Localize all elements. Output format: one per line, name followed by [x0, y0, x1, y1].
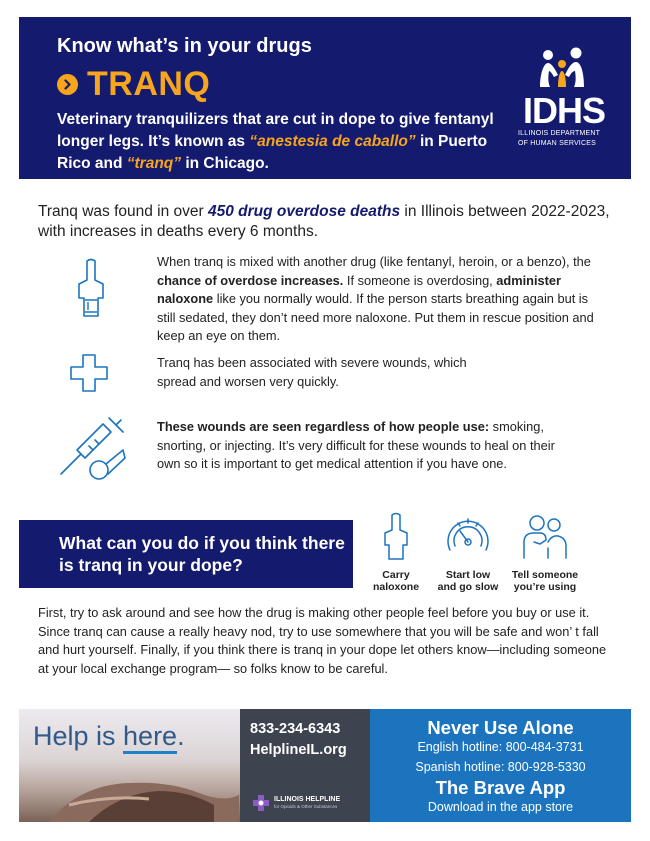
help-underlined: here — [123, 721, 177, 754]
intro-text — [38, 202, 618, 242]
text-part: like you normally would. If the person starts breathing again but is still sedated, they don’t need more naloxone. Put them in rescue position and keep an eye on them. — [157, 291, 594, 343]
header-kicker: Know what’s in your drugs — [57, 35, 312, 57]
help-tagline — [33, 721, 185, 752]
label-line: and go slow — [437, 581, 499, 593]
text-part: smoking, snorting, or injecting. It’s very difficult for these wounds to heal on their own so it is important to get medical attention if you have one. — [157, 419, 555, 471]
logo-text: IDHS — [522, 90, 605, 131]
brand-subtitle: for Opioids & Other Substances — [274, 804, 338, 809]
nasal-spray-icon — [70, 258, 112, 320]
idhs-logo — [518, 47, 610, 148]
gauge-icon — [443, 512, 493, 562]
advice-paragraph: First, try to ask around and see how the drug is making other people feel before you buy or use it. Since tranq can cause a really heavy nod, try to use somewhere that you will be safe and won’ t fall and hurt yourself. Finally, if you think there is tranq in your dope let others know—including someone at your local exchange program— so folks know to be careful. — [38, 605, 607, 676]
two-people-icon — [520, 512, 570, 562]
page-title: TRANQ — [87, 65, 211, 103]
action-tell-someone — [505, 512, 585, 593]
logo-subtitle-2: OF HUMAN SERVICES — [518, 140, 596, 147]
chevron-right-icon — [57, 74, 78, 95]
medical-cross-icon — [68, 352, 110, 394]
intro-part: in Illinois between 2022-2023, with increases in deaths every 6 months. — [38, 203, 610, 240]
brave-sub[interactable]: Download in the app store — [427, 800, 574, 814]
hands-photo-icon — [49, 765, 239, 822]
label-line: Carry — [382, 569, 410, 581]
use-text — [157, 418, 557, 474]
text-bold: These wounds are seen regardless of how people use: — [157, 419, 490, 434]
nua-english[interactable]: English hotline: 800-484-3731 — [417, 740, 584, 754]
text-bold: administer naloxone — [157, 272, 562, 306]
action-label — [505, 569, 585, 593]
label-line: Start low — [445, 569, 491, 581]
help-text: Help is — [33, 721, 124, 751]
desc-highlight: “anestesia de caballo” — [249, 133, 416, 150]
action-label — [356, 569, 436, 593]
wounds-text: Tranq has been associated with severe wounds, which spread and worsen very quickly. — [157, 355, 467, 389]
never-use-alone-panel — [370, 709, 631, 822]
desc-text: in Chicago. — [181, 155, 269, 172]
desc-text: in Puerto Rico and — [57, 133, 488, 172]
question-banner — [19, 520, 353, 588]
syringe-pipe-icon — [55, 410, 135, 490]
nua-title: Never Use Alone — [427, 717, 574, 738]
desc-text: Veterinary tranquilizers that are cut in dope to give fentanyl longer legs. It’s known as — [57, 111, 494, 150]
helpline-brand — [252, 794, 340, 812]
desc-highlight: “tranq” — [126, 155, 182, 172]
help-is-here-image — [19, 709, 240, 822]
intro-part: Tranq was found in over — [38, 203, 209, 220]
action-label — [428, 569, 508, 593]
header-description — [57, 109, 497, 175]
logo-subtitle-1: ILLINOIS DEPARTMENT — [518, 130, 601, 137]
intro-highlight: 450 drug overdose deaths — [208, 203, 401, 220]
brave-title: The Brave App — [435, 777, 566, 798]
header-banner — [19, 17, 631, 179]
action-start-low — [428, 512, 508, 593]
nua-spanish[interactable]: Spanish hotline: 800-928-5330 — [415, 760, 586, 774]
helpline-panel — [240, 709, 370, 822]
label-line: naloxone — [372, 581, 420, 593]
text-part: When tranq is mixed with another drug (like fentanyl, heroin, or a benzo), the — [157, 254, 591, 269]
overdose-text — [157, 253, 607, 346]
family-icon — [518, 47, 610, 89]
helpline-url[interactable]: HelplineIL.org — [250, 742, 347, 758]
helpline-logo-icon — [252, 794, 270, 812]
helpline-phone[interactable]: 833-234-6343 — [250, 721, 341, 737]
header-title-row — [57, 65, 210, 104]
help-text: . — [177, 721, 185, 751]
nasal-spray-icon — [378, 512, 414, 562]
action-carry-naloxone — [356, 512, 436, 593]
text-part: If someone is overdosing, — [343, 272, 497, 288]
label-line: Tell someone — [511, 569, 579, 581]
banner-text: What can you do if you think there is tranq in your dope? — [59, 533, 345, 575]
helpline-brand-text — [270, 796, 340, 810]
text-bold: chance of overdose increases. — [157, 272, 344, 288]
brand-name: ILLINOIS HELPLINE — [274, 796, 341, 803]
label-line: you’re using — [513, 581, 577, 593]
